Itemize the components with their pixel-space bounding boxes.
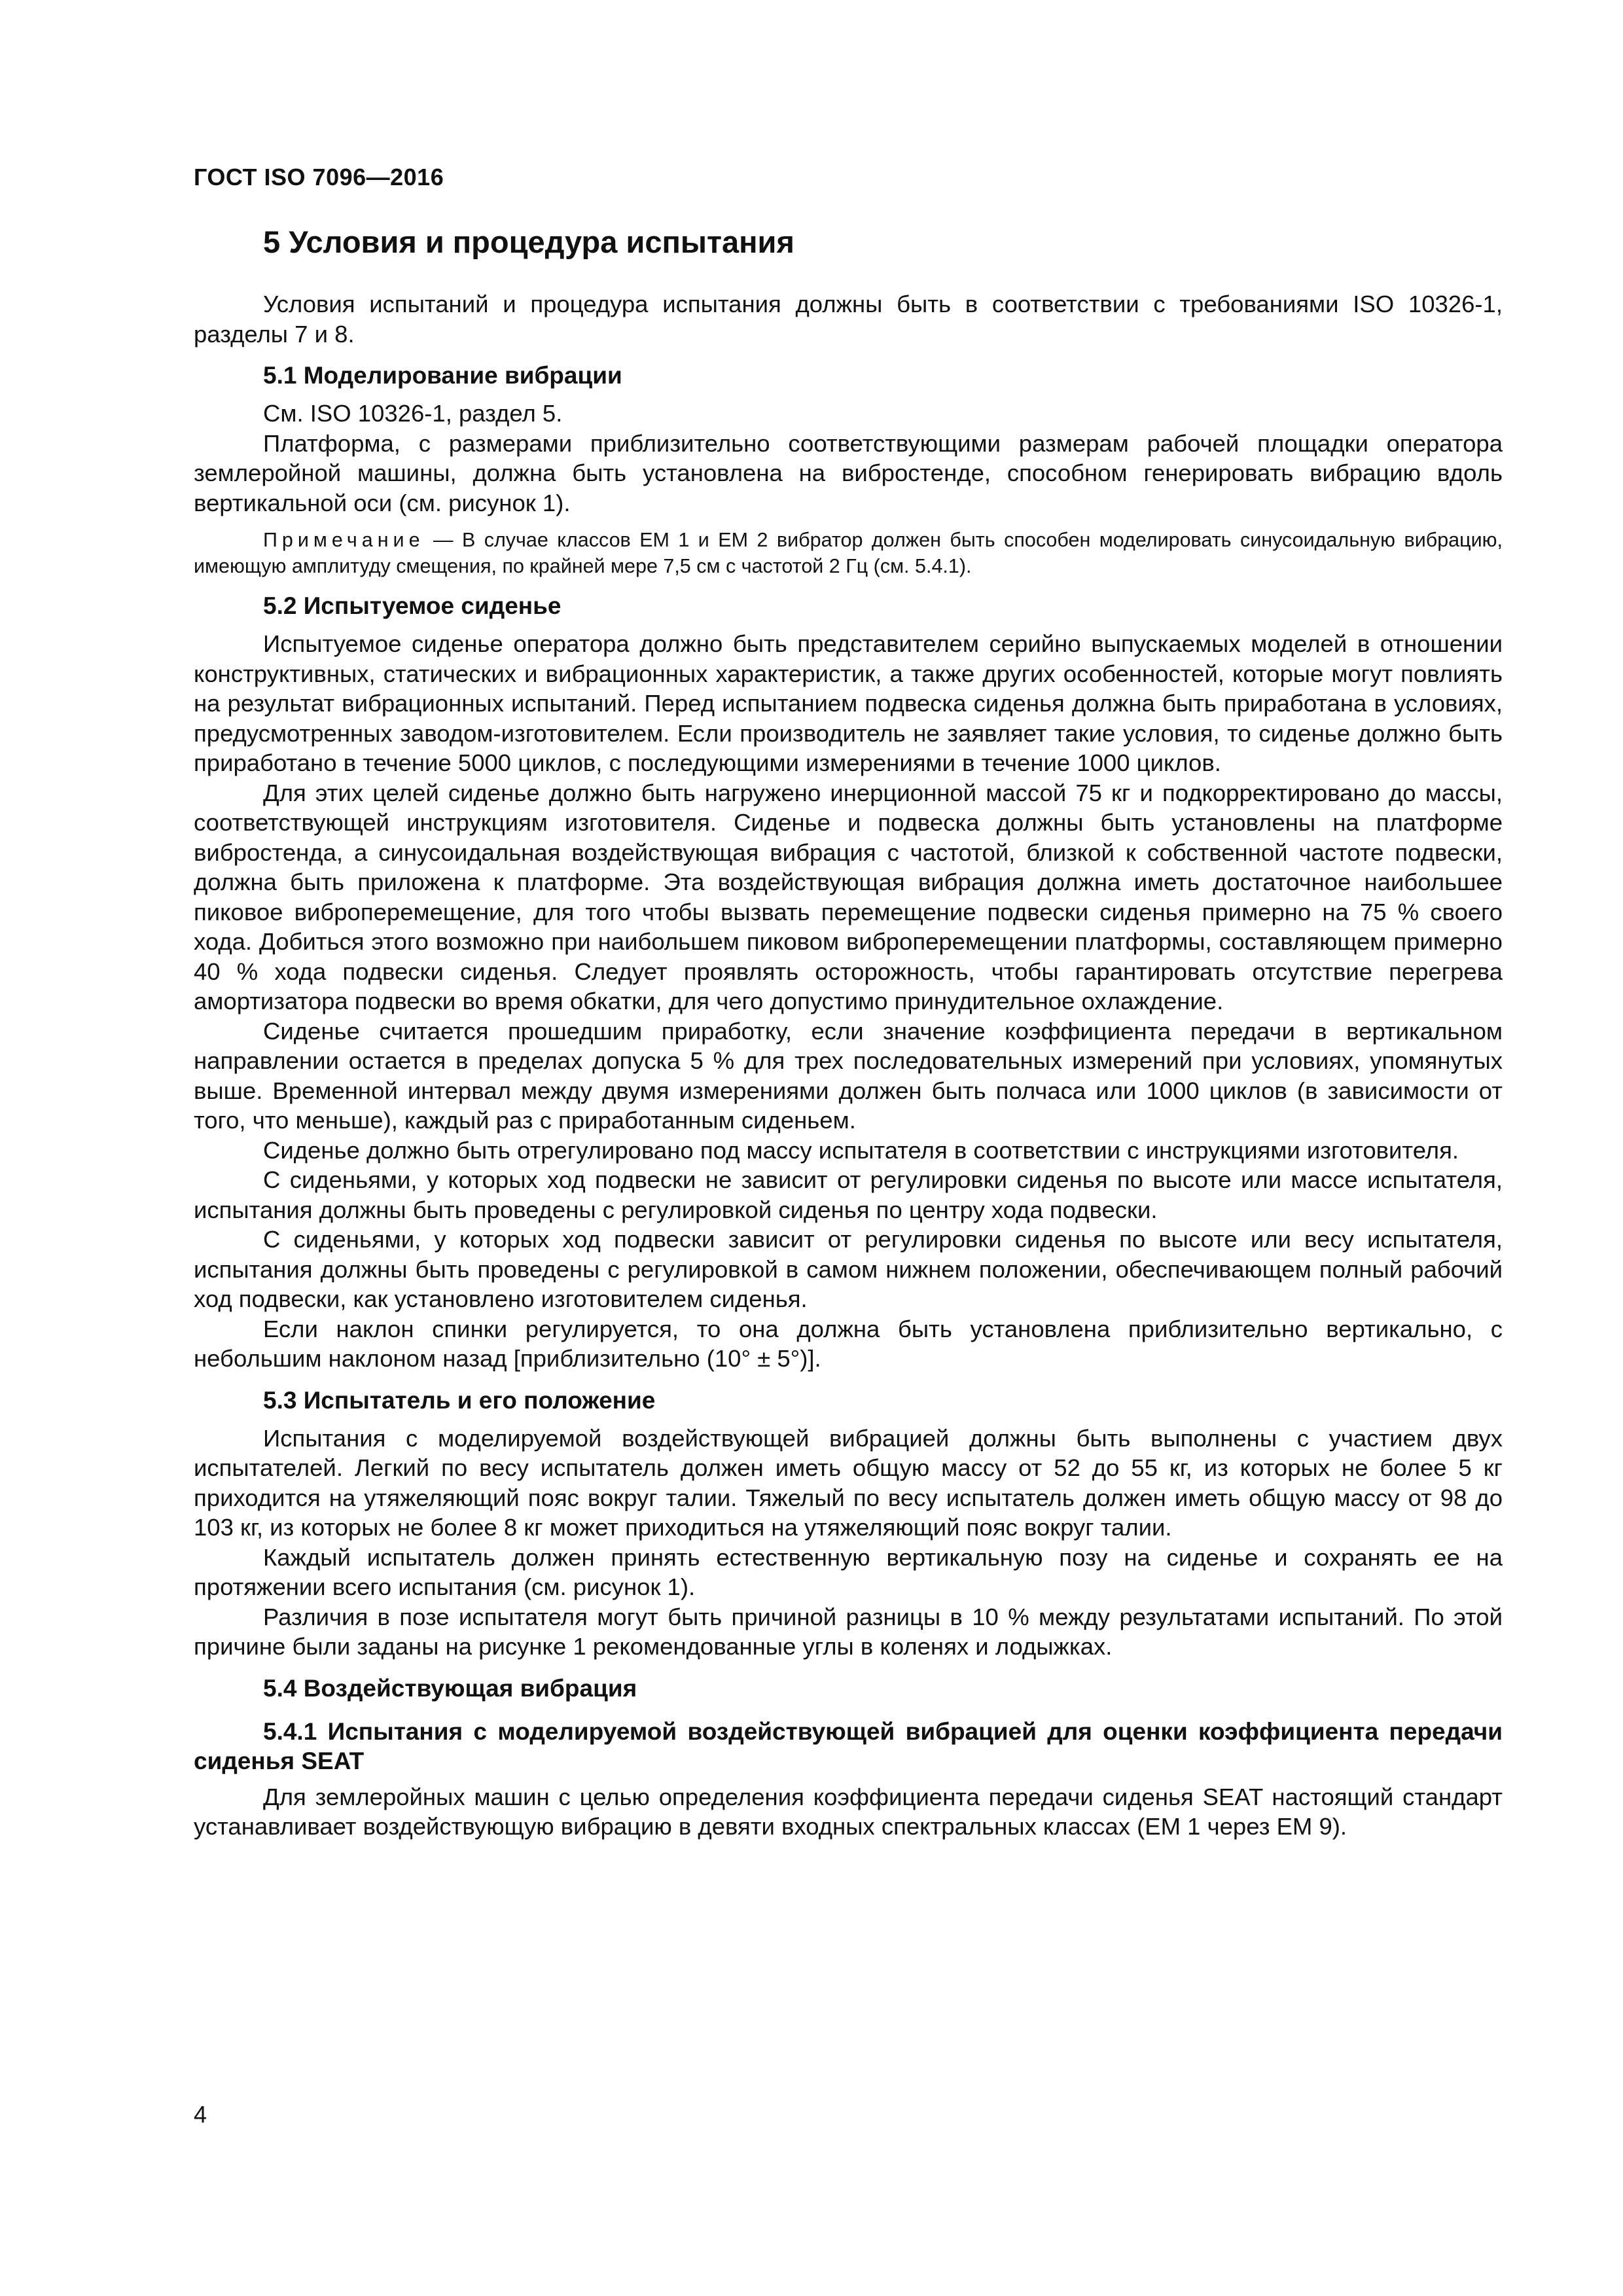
paragraph: Сиденье считается прошедшим приработку, если значение коэффициента передачи в вертикальном направлении остается в пределах допуска 5 % для трех последовательных измерений при условиях, упомянутых выше. Временной интервал между двумя измерениями должен быть полчаса или 1000 циклов (в зависимости от того, что меньше), каждый раз с приработанным сиденьем.: [194, 1017, 1503, 1134]
paragraph: Различия в позе испытателя могут быть причиной разницы в 10 % между результатами испытаний. По этой причине были заданы на рисунке 1 рекомендованные углы в коленях и лодыжках.: [194, 1603, 1503, 1660]
note: [194, 527, 1503, 579]
paragraph: С сиденьями, у которых ход подвески не зависит от регулировки сиденья по высоте или массе испытателя, испытания должны быть проведены с регулировкой сиденья по центру хода подвески.: [194, 1166, 1503, 1223]
paragraph: Испытуемое сиденье оператора должно быть представителем серийно выпускаемых моделей в отношении конструктивных, статических и вибрационных характеристик, а также других особенностей, которые могут повлиять на результат вибрационных испытаний. Перед испытанием подвеска сиденья должна быть приработана в условиях, предусмотренных заводом-изготовителем. Если производитель не заявляет такие условия, то сиденье должно быть приработано в течение 5000 циклов, с последующими измерениями в течение 1000 циклов.: [194, 630, 1503, 776]
paragraph: Сиденье должно быть отрегулировано под массу испытателя в соответствии с инструкциями изготовителя.: [263, 1136, 1459, 1164]
paragraph: Платформа, с размерами приблизительно соответствующими размерам рабочей площадки оператора землеройной машины, должна быть установлена на вибростенде, способном генерировать вибрацию вдоль вертикальной оси (см. рисунок 1).: [194, 429, 1503, 516]
section-5-4-heading: 5.4 Воздействующая вибрация: [263, 1674, 637, 1702]
paragraph: Каждый испытатель должен принять естественную вертикальную позу на сиденье и сохранять ее на протяжении всего испытания (см. рисунок 1).: [194, 1543, 1503, 1600]
document-header: ГОСТ ISO 7096—2016: [194, 164, 444, 190]
section-5-intro: Условия испытаний и процедура испытания должны быть в соответствии с требованиями ISO 10326-1, разделы 7 и 8.: [194, 291, 1503, 348]
paragraph: Для землеройных машин с целью определения коэффициента передачи сиденья SEAT настоящий стандарт устанавливает воздействующую вибрацию в девяти входных спектральных классах (ЕМ 1 через ЕМ 9).: [194, 1783, 1503, 1840]
document-body: [194, 223, 1503, 1842]
paragraph: Для этих целей сиденье должно быть нагружено инерционной массой 75 кг и подкорректировано до массы, соответствующей инструкциям изготовителя. Сиденье и подвеска должны быть установлены на платформе вибростенда, а синусоидальная воздействующая вибрация с частотой, близкой к собственной частоте подвески, должна быть приложена к платформе. Эта воздействующая вибрация должна иметь достаточное наибольшее пиковое виброперемещение, для того чтобы вызвать перемещение подвески сиденья примерно на 75 % своего хода. Добиться этого возможно при наибольшем пиковом виброперемещении платформы, составляющем примерно 40 % хода подвески сиденья. Следует проявлять осторожность, чтобы гарантировать отсутствие перегрева амортизатора подвески во время обкатки, для чего допустимо принудительное охлаждение.: [194, 779, 1503, 1014]
page-number: 4: [194, 2101, 207, 2128]
section-5-4-1-heading: 5.4.1 Испытания с моделируемой воздействующей вибрацией для оценки коэффициента передачи сиденья SEAT: [194, 1717, 1503, 1774]
paragraph: Испытания с моделируемой воздействующей вибрацией должны быть выполнены с участием двух испытателей. Легкий по весу испытатель должен иметь общую массу от 52 до 55 кг, из которых не более 5 кг приходится на утяжеляющий пояс вокруг талии. Тяжелый по весу испытатель должен иметь общую массу от 98 до 103 кг, из которых не более 8 кг может приходиться на утяжеляющий пояс вокруг талии.: [194, 1424, 1503, 1541]
note-label: Примечание: [263, 529, 425, 551]
section-5-2-heading: 5.2 Испытуемое сиденье: [263, 592, 562, 619]
section-5-heading: 5 Условия и процедура испытания: [263, 224, 794, 259]
section-5-1-heading: 5.1 Моделирование вибрации: [263, 362, 622, 389]
paragraph: Если наклон спинки регулируется, то она должна быть установлена приблизительно вертикально, с небольшим наклоном назад [приблизительно (10° ± 5°)].: [194, 1315, 1503, 1372]
section-5-3-heading: 5.3 Испытатель и его положение: [263, 1386, 656, 1414]
paragraph: С сиденьями, у которых ход подвески зависит от регулировки сиденья по высоте или весу испытателя, испытания должны быть проведены с регулировкой в самом нижнем положении, обеспечивающем полный рабочий ход подвески, как установлено изготовителем сиденья.: [194, 1226, 1503, 1312]
paragraph: См. ISO 10326-1, раздел 5.: [263, 400, 563, 427]
note-text: — В случае классов ЕМ 1 и ЕМ 2 вибратор должен быть способен моделировать синусоидальную вибрацию, имеющую амплитуду смещения, по крайней мере 7,5 см с частотой 2 Гц (см. 5.4.1).: [194, 529, 1503, 577]
